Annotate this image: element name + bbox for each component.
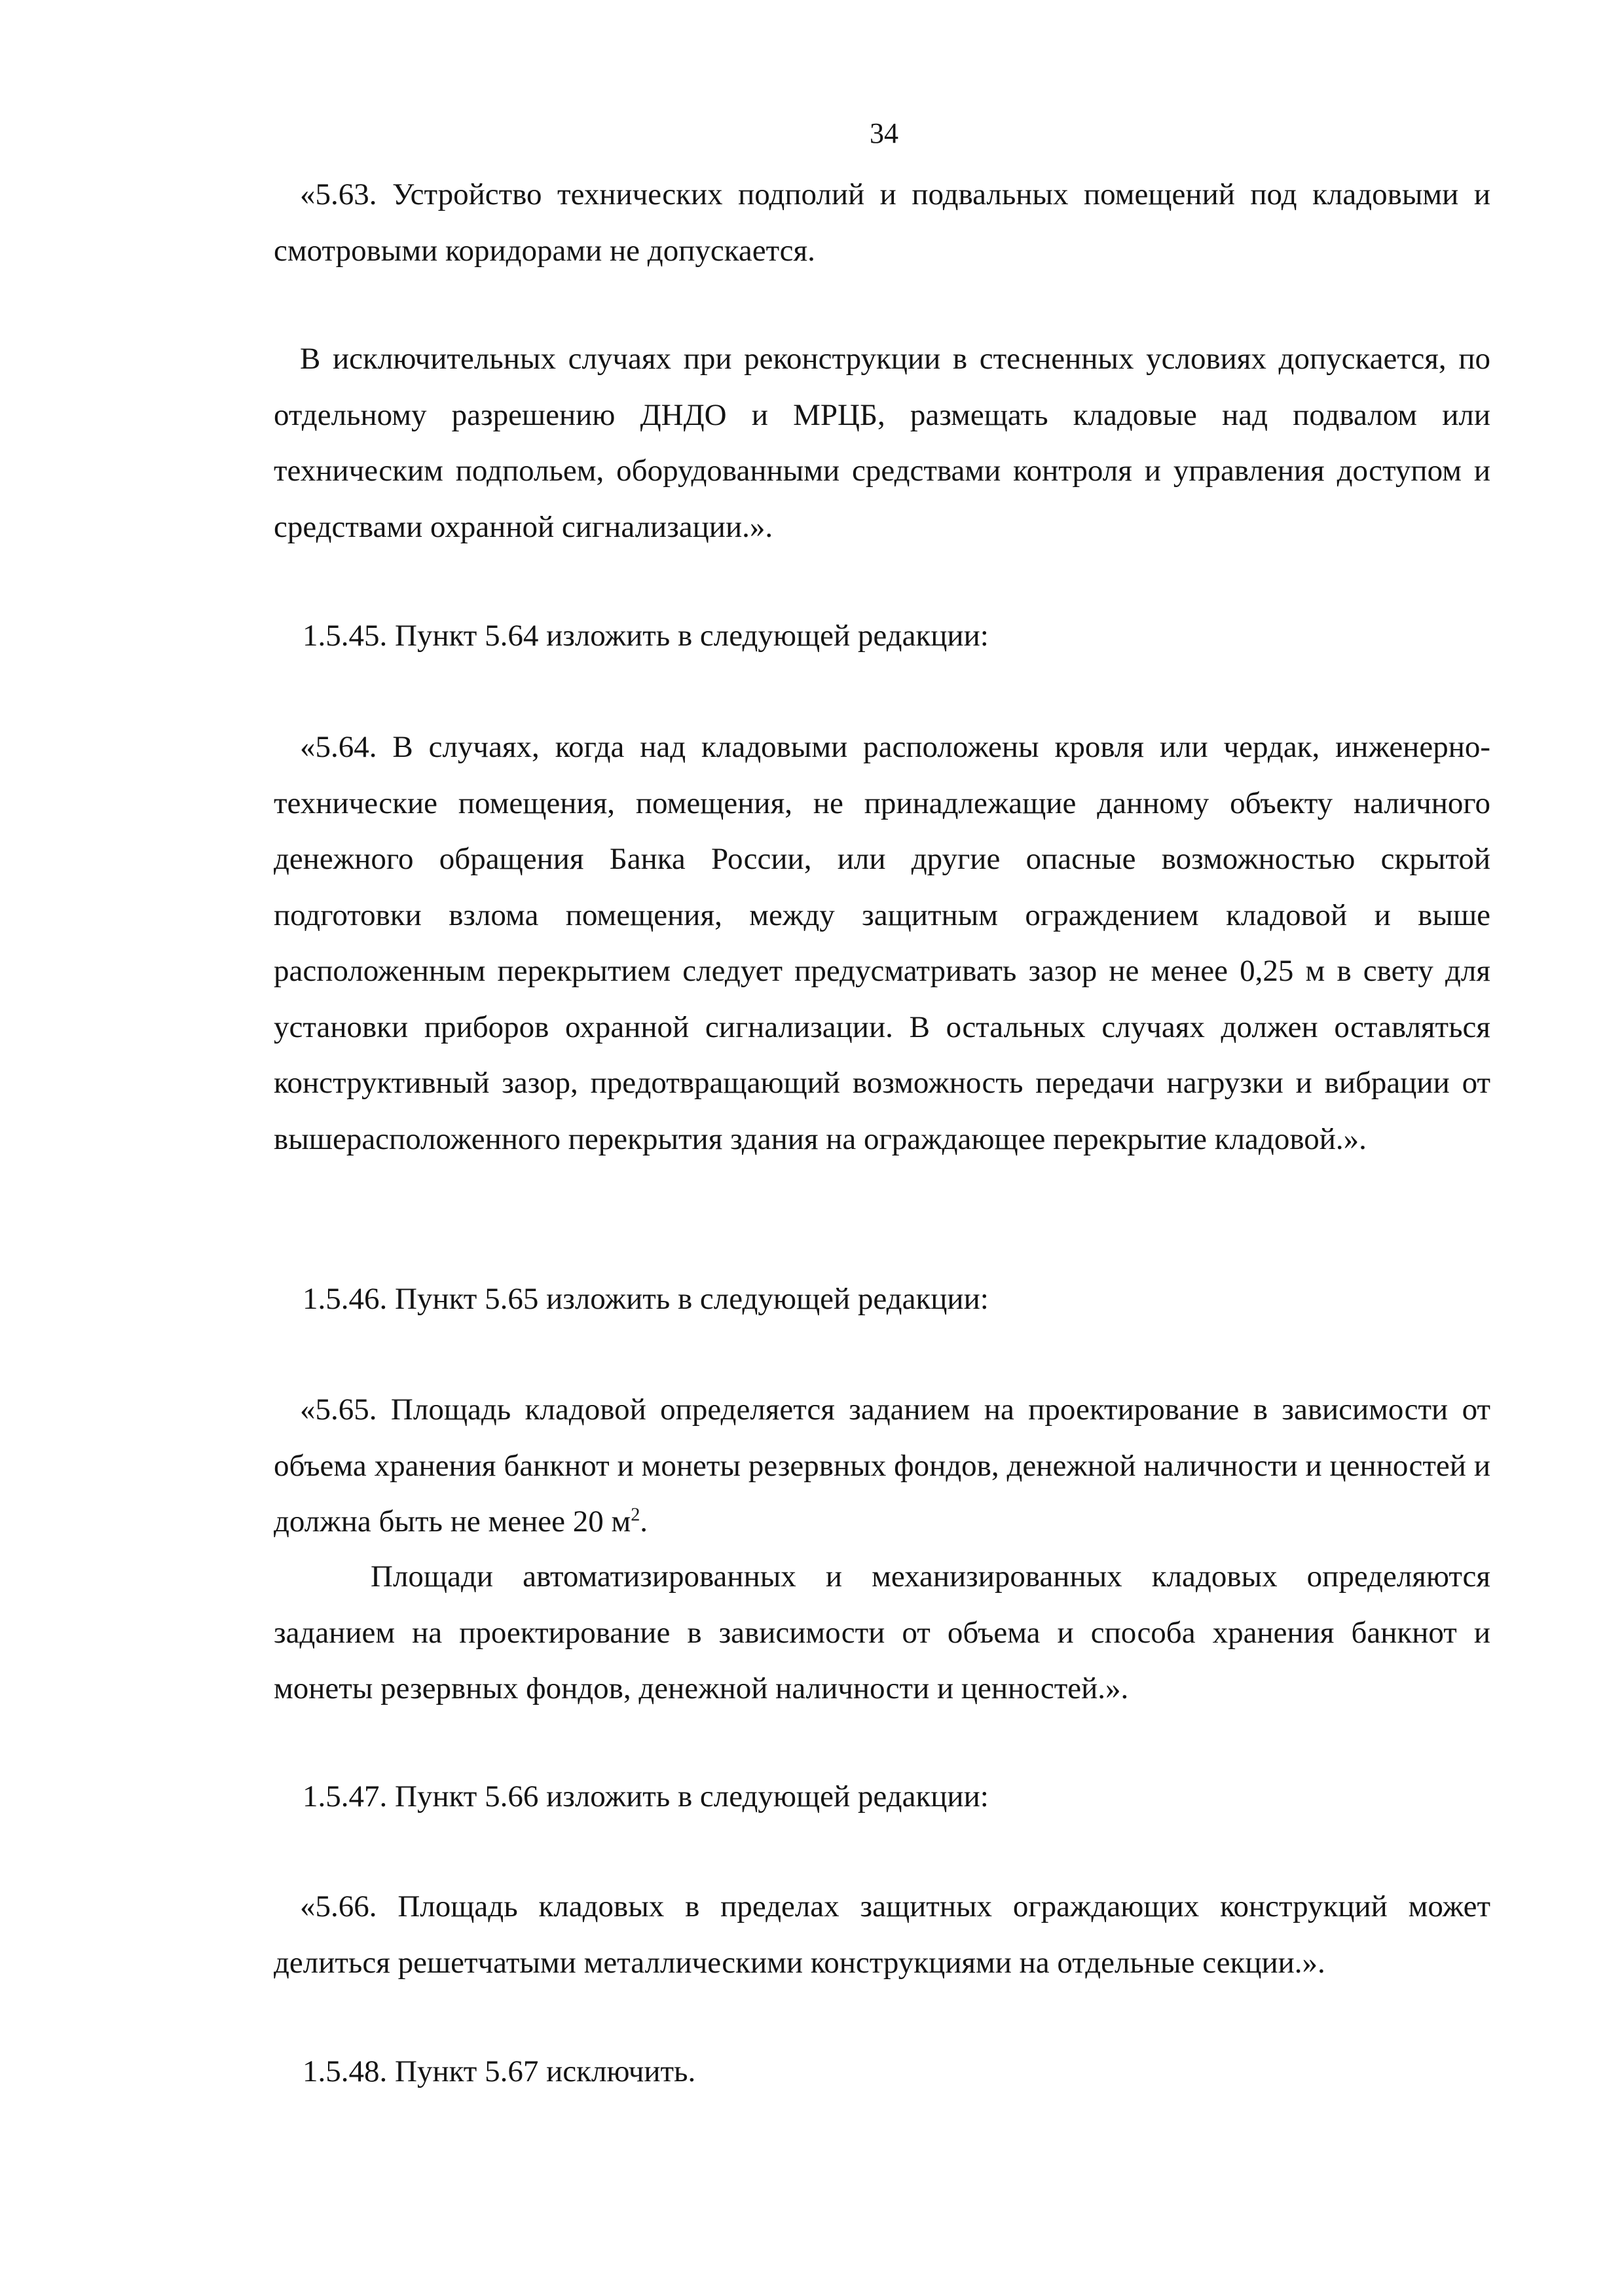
- amendment-heading-1-5-48: 1.5.48. Пункт 5.67 исключить.: [303, 2054, 696, 2088]
- paragraph-5-66: «5.66. Площадь кладовых в пределах защитных ограждающих конструкций может делиться решетчатыми металлическими конструкциями на отдельные секции.».: [274, 1889, 1490, 1980]
- paragraph-5-63: «5.63. Устройство технических подполий и подвальных помещений под кладовыми и смотровыми коридорами не допускается.: [274, 177, 1490, 268]
- square-superscript: 2: [631, 1504, 640, 1525]
- amendment-heading-1-5-46: 1.5.46. Пункт 5.65 изложить в следующей редакции:: [303, 1282, 989, 1316]
- paragraph-automated-storage: Площади автоматизированных и механизированных кладовых определяются заданием на проектирование в зависимости от объема и способа хранения банкнот и монеты резервных фондов, денежной наличности и ценностей.».: [274, 1559, 1490, 1705]
- paragraph-exceptional-cases: В исключительных случаях при реконструкции в стесненных условиях допускается, по отдельному разрешению ДНДО и МРЦБ, размещать кладовые над подвалом или техническим подпольем, оборудованными средствами контроля и управления доступом и средствами охранной сигнализации.».: [274, 342, 1490, 544]
- paragraph-5-65: [274, 1382, 1490, 1550]
- amendment-heading-1-5-47: 1.5.47. Пункт 5.66 изложить в следующей редакции:: [303, 1779, 989, 1813]
- paragraph-5-64: «5.64. В случаях, когда над кладовыми расположены кровля или чердак, инженерно-технические помещения, помещения, не принадлежащие данному объекту наличного денежного обращения Банка России, или другие опасные возможностью скрытой подготовки взлома помещения, между защитным ограждением кладовой и выше расположенным перекрытием следует предусматривать зазор не менее 0,25 м в свету для установки приборов охранной сигнализации. В остальных случаях должен оставляться конструктивный зазор, предотвращающий возможность передачи нагрузки и вибрации от вышерасположенного перекрытия здания на ограждающее перекрытие кладовой.».: [274, 730, 1490, 1156]
- page-number: 34: [870, 117, 898, 149]
- amendment-heading-1-5-45: 1.5.45. Пункт 5.64 изложить в следующей редакции:: [303, 619, 989, 653]
- paragraph-5-65-end: .: [640, 1504, 648, 1539]
- paragraph-5-65-text: «5.65. Площадь кладовой определяется заданием на проектирование в зависимости от объема хранения банкнот и монеты резервных фондов, денежной наличности и ценностей и должна быть не менее 20 м: [274, 1393, 1490, 1539]
